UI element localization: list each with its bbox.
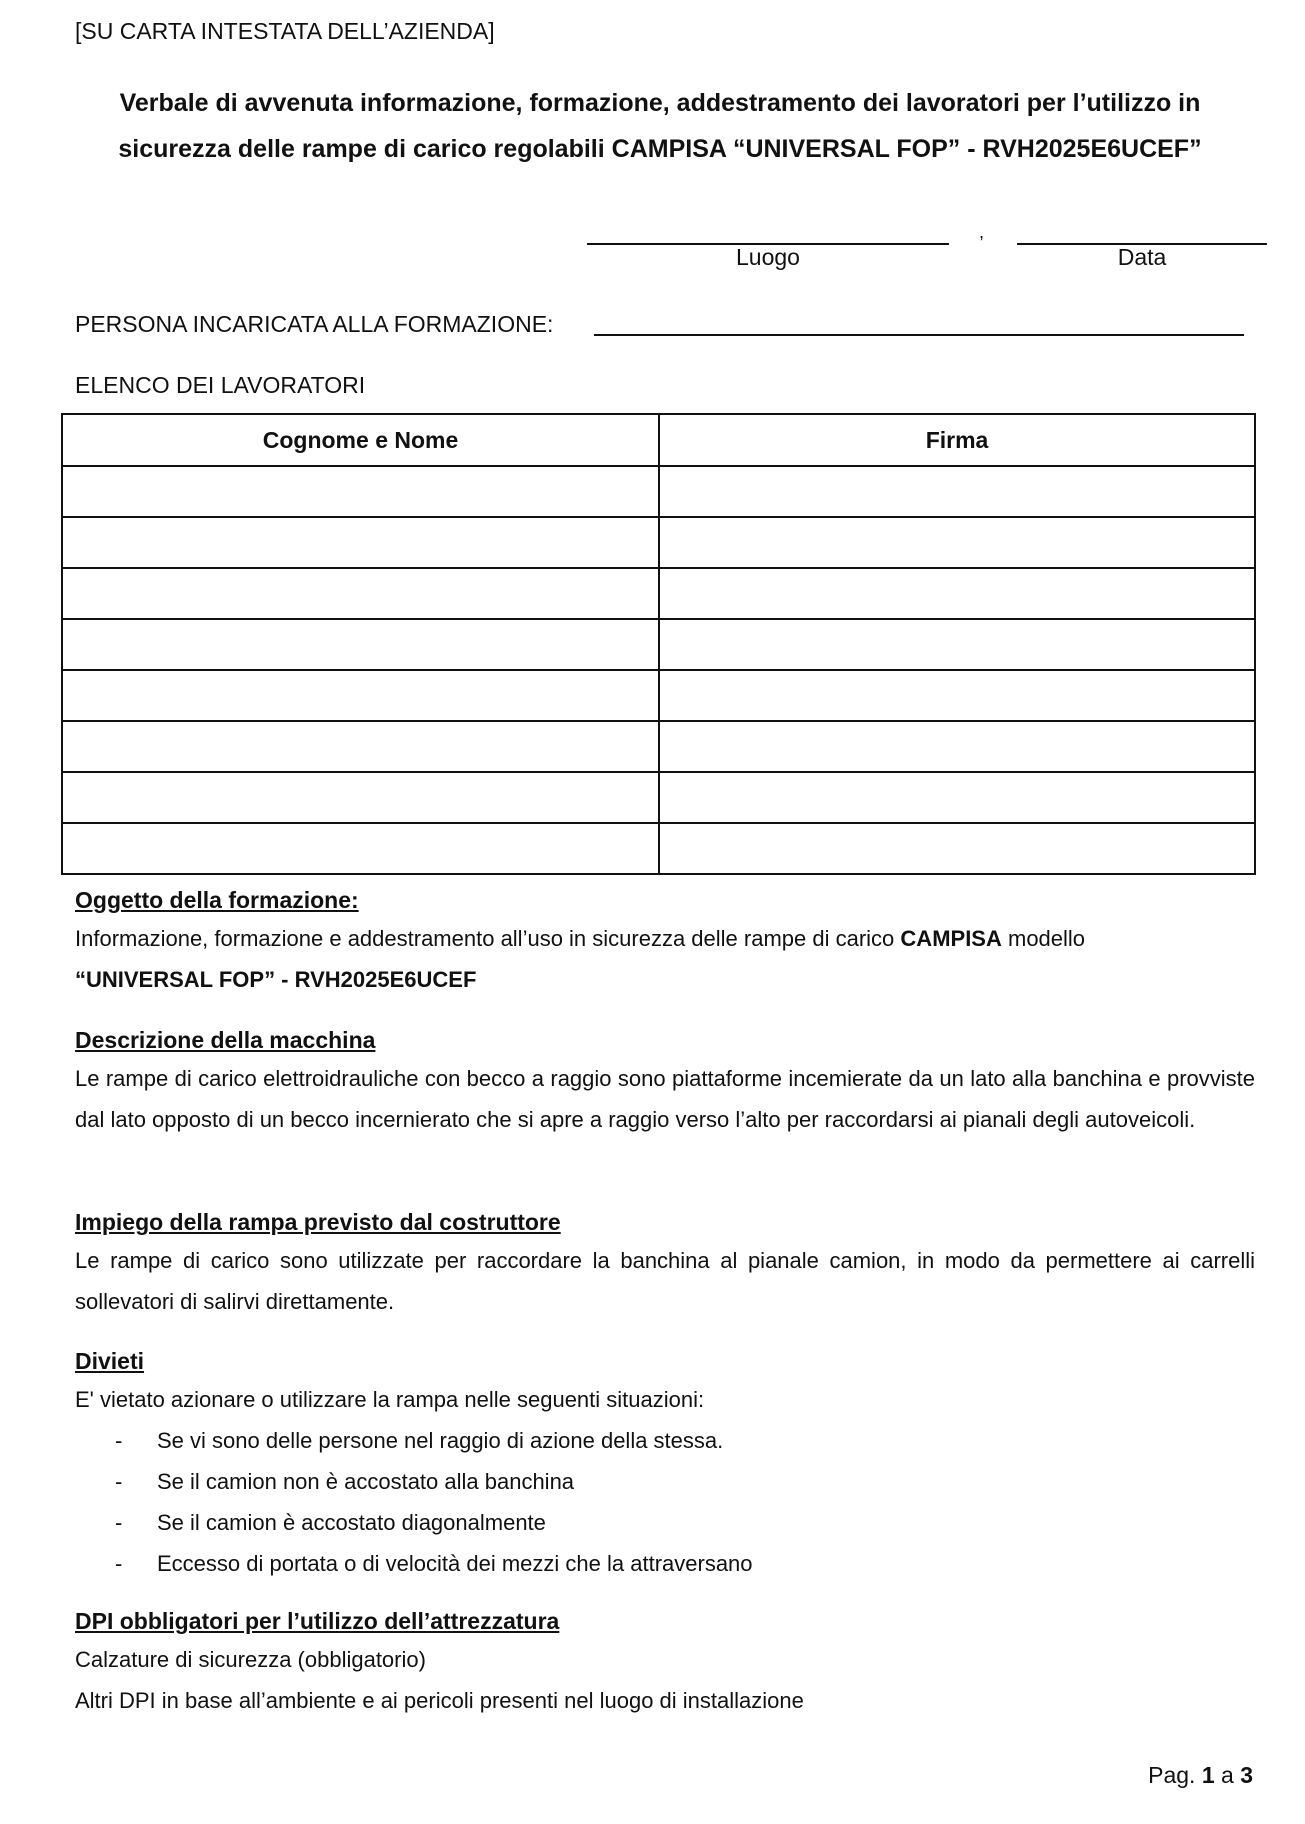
- luogo-label: Luogo: [736, 244, 800, 270]
- signature-cell[interactable]: [659, 466, 1255, 517]
- intended-use-heading: Impiego della rampa previsto dal costruttore: [75, 1209, 561, 1235]
- training-subject-text: [75, 918, 1255, 1000]
- table-header-row: [62, 414, 1255, 466]
- table-row: [62, 772, 1255, 823]
- dash-bullet: -: [115, 1469, 123, 1494]
- intended-use-text: Le rampe di carico sono utilizzate per raccordare la banchina al pianale camion, in modo da permettere ai carrelli sollevatori di salirvi direttamente.: [75, 1248, 1255, 1314]
- list-item-text: Eccesso di portata o di velocità dei mezzi che la attraversano: [157, 1551, 753, 1576]
- trainer-label: PERSONA INCARICATA ALLA FORMAZIONE:: [75, 311, 554, 337]
- list-item: [75, 1461, 1255, 1502]
- table-row: [62, 721, 1255, 772]
- page-current: 1: [1201, 1762, 1215, 1788]
- dash-bullet: -: [115, 1510, 123, 1535]
- workers-table: [61, 413, 1256, 875]
- signature-cell[interactable]: [659, 517, 1255, 568]
- list-item: [75, 1543, 1255, 1584]
- title-line-2: sicurezza delle rampe di carico regolabili CAMPISA “UNIVERSAL FOP” - RVH2025E6UCEF”: [118, 135, 1202, 163]
- brand-name: CAMPISA: [900, 926, 1002, 951]
- page-middle: a: [1214, 1762, 1241, 1788]
- trainer-blank-line[interactable]: [594, 334, 1244, 336]
- list-item-text: Se il camion non è accostato alla banchina: [157, 1469, 575, 1494]
- data-label: Data: [1117, 244, 1167, 270]
- section-ppe: [75, 1603, 1255, 1721]
- prohibitions-intro: E' vietato azionare o utilizzare la rampa nelle seguenti situazioni:: [75, 1387, 705, 1412]
- place-date-comma: ,: [979, 222, 985, 242]
- page-prefix: Pag.: [1148, 1762, 1202, 1788]
- signature-cell[interactable]: [659, 772, 1255, 823]
- name-cell[interactable]: [62, 823, 659, 874]
- list-item-text: Se vi sono delle persone nel raggio di azione della stessa.: [157, 1428, 724, 1453]
- page-total: 3: [1240, 1762, 1253, 1788]
- training-subject-text-b: modello: [1001, 926, 1086, 951]
- name-cell[interactable]: [62, 670, 659, 721]
- section-prohibitions: [75, 1343, 1255, 1584]
- title-line-1: Verbale di avvenuta informazione, formazione, addestramento dei lavoratori per l’utilizzo in: [119, 89, 1201, 117]
- prohibitions-list: [75, 1420, 1255, 1584]
- training-subject-heading: Oggetto della formazione:: [75, 887, 359, 913]
- name-cell[interactable]: [62, 517, 659, 568]
- list-item: [75, 1420, 1255, 1461]
- signature-cell[interactable]: [659, 670, 1255, 721]
- machine-description-text: Le rampe di carico elettroidrauliche con becco a raggio sono piattaforme incemierate da un lato alla banchina e provviste dal lato opposto di un becco incernierato che si apre a raggio verso l’alto per raccordarsi ai pianali degli autoveicoli.: [75, 1066, 1255, 1132]
- list-item: [75, 1502, 1255, 1543]
- name-cell[interactable]: [62, 466, 659, 517]
- workers-list-label: ELENCO DEI LAVORATORI: [75, 372, 366, 398]
- name-cell[interactable]: [62, 568, 659, 619]
- name-cell[interactable]: [62, 772, 659, 823]
- training-subject-text-a: Informazione, formazione e addestramento all’uso in sicurezza delle rampe di carico: [75, 926, 901, 951]
- machine-description-heading: Descrizione della macchina: [75, 1027, 376, 1053]
- name-cell[interactable]: [62, 721, 659, 772]
- letterhead-placeholder: [SU CARTA INTESTATA DELL’AZIENDA]: [75, 18, 495, 44]
- column-header-signature: Firma: [659, 414, 1255, 466]
- signature-cell[interactable]: [659, 721, 1255, 772]
- ppe-line-1: Calzature di sicurezza (obbligatorio): [75, 1647, 426, 1672]
- signature-cell[interactable]: [659, 823, 1255, 874]
- section-training-subject: [75, 882, 1255, 1000]
- table-row: [62, 670, 1255, 721]
- signature-cell[interactable]: [659, 568, 1255, 619]
- page-number: [1148, 1762, 1253, 1789]
- model-name: “UNIVERSAL FOP” - RVH2025E6UCEF: [75, 967, 477, 992]
- column-header-name: Cognome e Nome: [62, 414, 659, 466]
- table-row: [62, 619, 1255, 670]
- dash-bullet: -: [115, 1428, 123, 1453]
- dash-bullet: -: [115, 1551, 123, 1576]
- list-item-text: Se il camion è accostato diagonalmente: [157, 1510, 546, 1535]
- table-row: [62, 568, 1255, 619]
- ppe-heading: DPI obbligatori per l’utilizzo dell’attrezzatura: [75, 1608, 560, 1634]
- table-row: [62, 823, 1255, 874]
- section-machine-description: [75, 1022, 1255, 1140]
- ppe-line-2: Altri DPI in base all’ambiente e ai pericoli presenti nel luogo di installazione: [75, 1688, 804, 1713]
- section-intended-use: [75, 1204, 1255, 1322]
- signature-cell[interactable]: [659, 619, 1255, 670]
- document-title: [75, 80, 1245, 172]
- prohibitions-heading: Divieti: [75, 1348, 145, 1374]
- table-row: [62, 466, 1255, 517]
- name-cell[interactable]: [62, 619, 659, 670]
- table-row: [62, 517, 1255, 568]
